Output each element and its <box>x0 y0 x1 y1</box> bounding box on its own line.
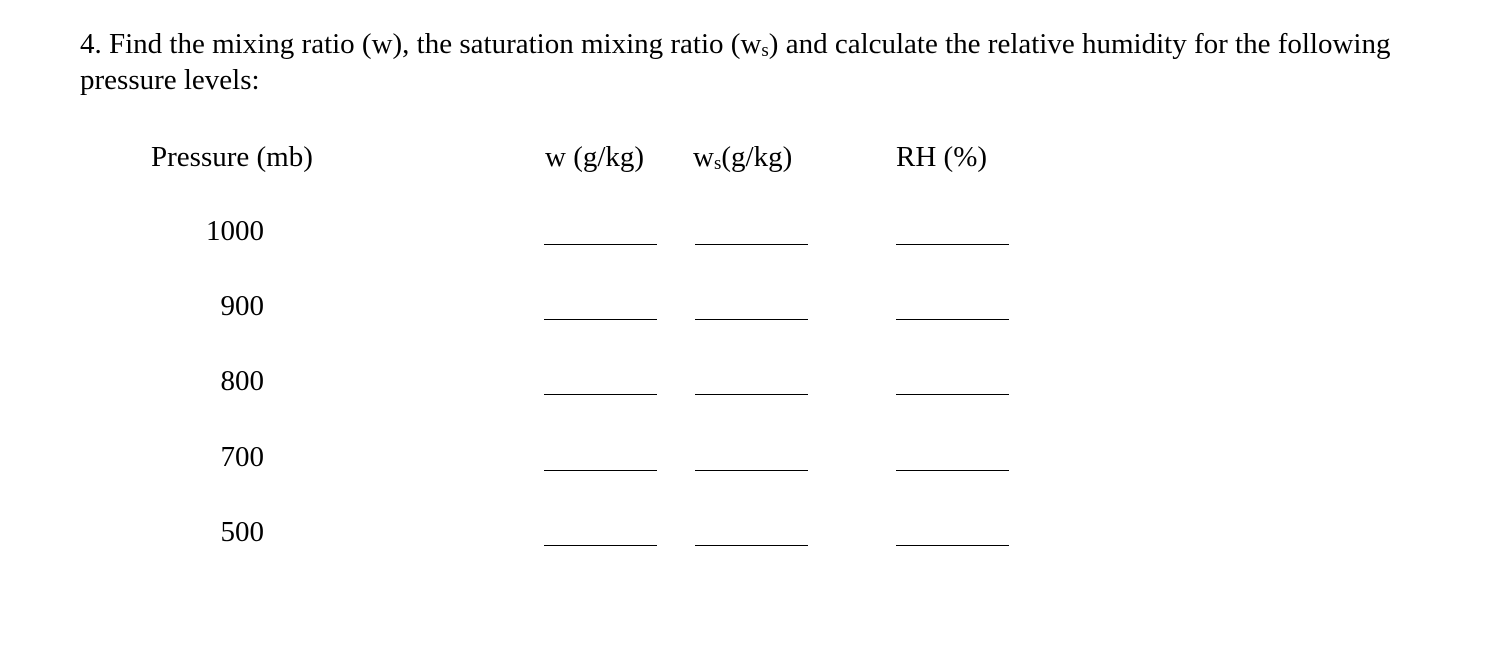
table-row <box>0 514 1491 554</box>
rh-answer-blank[interactable] <box>896 319 1009 320</box>
w-answer-blank[interactable] <box>544 394 657 395</box>
ws-answer-blank[interactable] <box>695 470 808 471</box>
table-row <box>0 213 1491 253</box>
question-body-part2: ) and calculate the relative humidity for the following pressure levels: <box>80 28 1391 96</box>
w-answer-blank[interactable] <box>544 319 657 320</box>
rh-answer-blank[interactable] <box>896 470 1009 471</box>
table-row <box>0 288 1491 328</box>
question-number: 4. <box>80 28 102 60</box>
header-saturation-mixing-ratio <box>693 139 792 175</box>
header-ws-unit: (g/kg) <box>721 141 793 173</box>
w-answer-blank[interactable] <box>544 244 657 245</box>
header-ws-base: w <box>693 141 714 173</box>
header-pressure: Pressure (mb) <box>151 141 313 173</box>
header-ws-subscript: s <box>713 153 722 174</box>
pressure-value: 700 <box>220 441 264 473</box>
ws-answer-blank[interactable] <box>695 545 808 546</box>
table-row <box>0 363 1491 403</box>
pressure-value: 500 <box>220 516 264 548</box>
question-subscript: s <box>761 40 769 61</box>
question-text <box>80 26 1460 98</box>
rh-answer-blank[interactable] <box>896 394 1009 395</box>
pressure-value: 1000 <box>206 215 264 247</box>
ws-answer-blank[interactable] <box>695 244 808 245</box>
header-relative-humidity: RH (%) <box>896 141 988 173</box>
rh-answer-blank[interactable] <box>896 545 1009 546</box>
w-answer-blank[interactable] <box>544 545 657 546</box>
question-body-part1: Find the mixing ratio (w), the saturation mixing ratio (w <box>109 28 762 60</box>
pressure-value: 800 <box>220 365 264 397</box>
rh-answer-blank[interactable] <box>896 244 1009 245</box>
ws-answer-blank[interactable] <box>695 319 808 320</box>
table-row <box>0 439 1491 479</box>
ws-answer-blank[interactable] <box>695 394 808 395</box>
header-mixing-ratio: w (g/kg) <box>545 141 645 173</box>
w-answer-blank[interactable] <box>544 470 657 471</box>
pressure-value: 900 <box>220 290 264 322</box>
